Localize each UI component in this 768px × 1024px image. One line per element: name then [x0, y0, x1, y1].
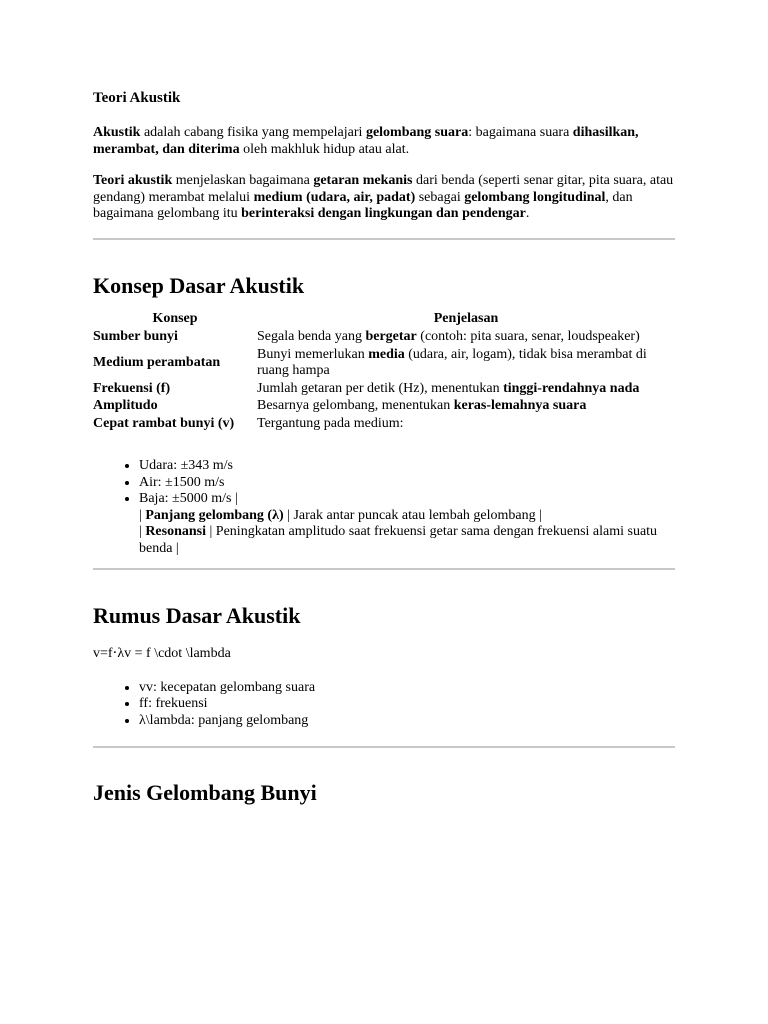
table-cell-penjelasan: Bunyi memerlukan media (udara, air, logam), tidak bisa merambat di ruang hampa	[257, 346, 647, 378]
divider	[93, 568, 675, 570]
list-item: • Baja: ±5000 m/s | | Panjang gelombang (λ) | Jarak antar puncak atau lembah gelombang | | Resonansi | Peningkatan amplitudo saat frekuensi getar sama dengan frekuensi alami suatu benda |	[139, 491, 675, 557]
table-cell-penjelasan: Besarnya gelombang, menentukan keras-lemahnya suara	[257, 398, 587, 413]
list-item: • vv: kecepatan gelombang suara	[139, 680, 675, 697]
paragraph-akustik: Akustik adalah cabang fisika yang mempelajari gelombang suara: bagaimana suara dihasilkan, merambat, dan diterima oleh makhluk hidup atau alat.	[93, 125, 639, 157]
rumus-list	[93, 680, 675, 730]
table-row	[93, 398, 675, 416]
heading-teori-akustik: Teori Akustik	[93, 90, 181, 106]
table-row	[93, 329, 675, 347]
table-header-penjelasan: Penjelasan	[433, 310, 499, 326]
divider	[93, 746, 675, 748]
list-item: • ff: frekuensi	[139, 696, 675, 713]
list-item: • Air: ±1500 m/s	[139, 475, 675, 492]
kecepatan-list	[93, 458, 675, 557]
table-row	[93, 416, 675, 434]
table-cell-konsep: Frekuensi (f)	[93, 380, 171, 396]
table-cell-penjelasan: Jumlah getaran per detik (Hz), menentukan tinggi-rendahnya nada	[257, 380, 640, 396]
table-row	[93, 381, 675, 399]
heading-konsep-dasar: Konsep Dasar Akustik	[93, 272, 305, 298]
paragraph-teori-akustik: Teori akustik menjelaskan bagaimana getaran mekanis dari benda (seperti senar gitar, pita suara, atau gendang) merambat melalui medium (udara, air, padat) sebagai gelombang longitudinal, dan bagaimana gelombang itu berinteraksi dengan lingkungan dan pendengar.	[93, 173, 674, 221]
table-cell-konsep: Amplitudo	[93, 398, 158, 413]
table-cell-penjelasan: Segala benda yang bergetar (contoh: pita suara, senar, loudspeaker)	[257, 329, 640, 344]
table-row	[93, 347, 675, 381]
list-item: • λ\lambda: panjang gelombang	[139, 713, 675, 730]
heading-rumus-dasar: Rumus Dasar Akustik	[93, 603, 301, 628]
divider	[93, 238, 675, 240]
list-item: • Udara: ±343 m/s	[139, 458, 675, 475]
table-cell-penjelasan: Tergantung pada medium:	[257, 415, 404, 431]
table-cell-konsep: Cepat rambat bunyi (v)	[93, 415, 235, 431]
formula-text: v=f⋅λv = f \cdot \lambda	[93, 646, 231, 661]
konsep-table	[93, 311, 675, 434]
table-cell-konsep: Medium perambatan	[93, 354, 221, 370]
table-header-konsep: Konsep	[152, 310, 198, 326]
document-content	[93, 88, 675, 806]
table-cell-konsep: Sumber bunyi	[93, 329, 178, 344]
table-header-row	[93, 311, 675, 330]
heading-jenis-gelombang: Jenis Gelombang Bunyi	[93, 780, 317, 805]
